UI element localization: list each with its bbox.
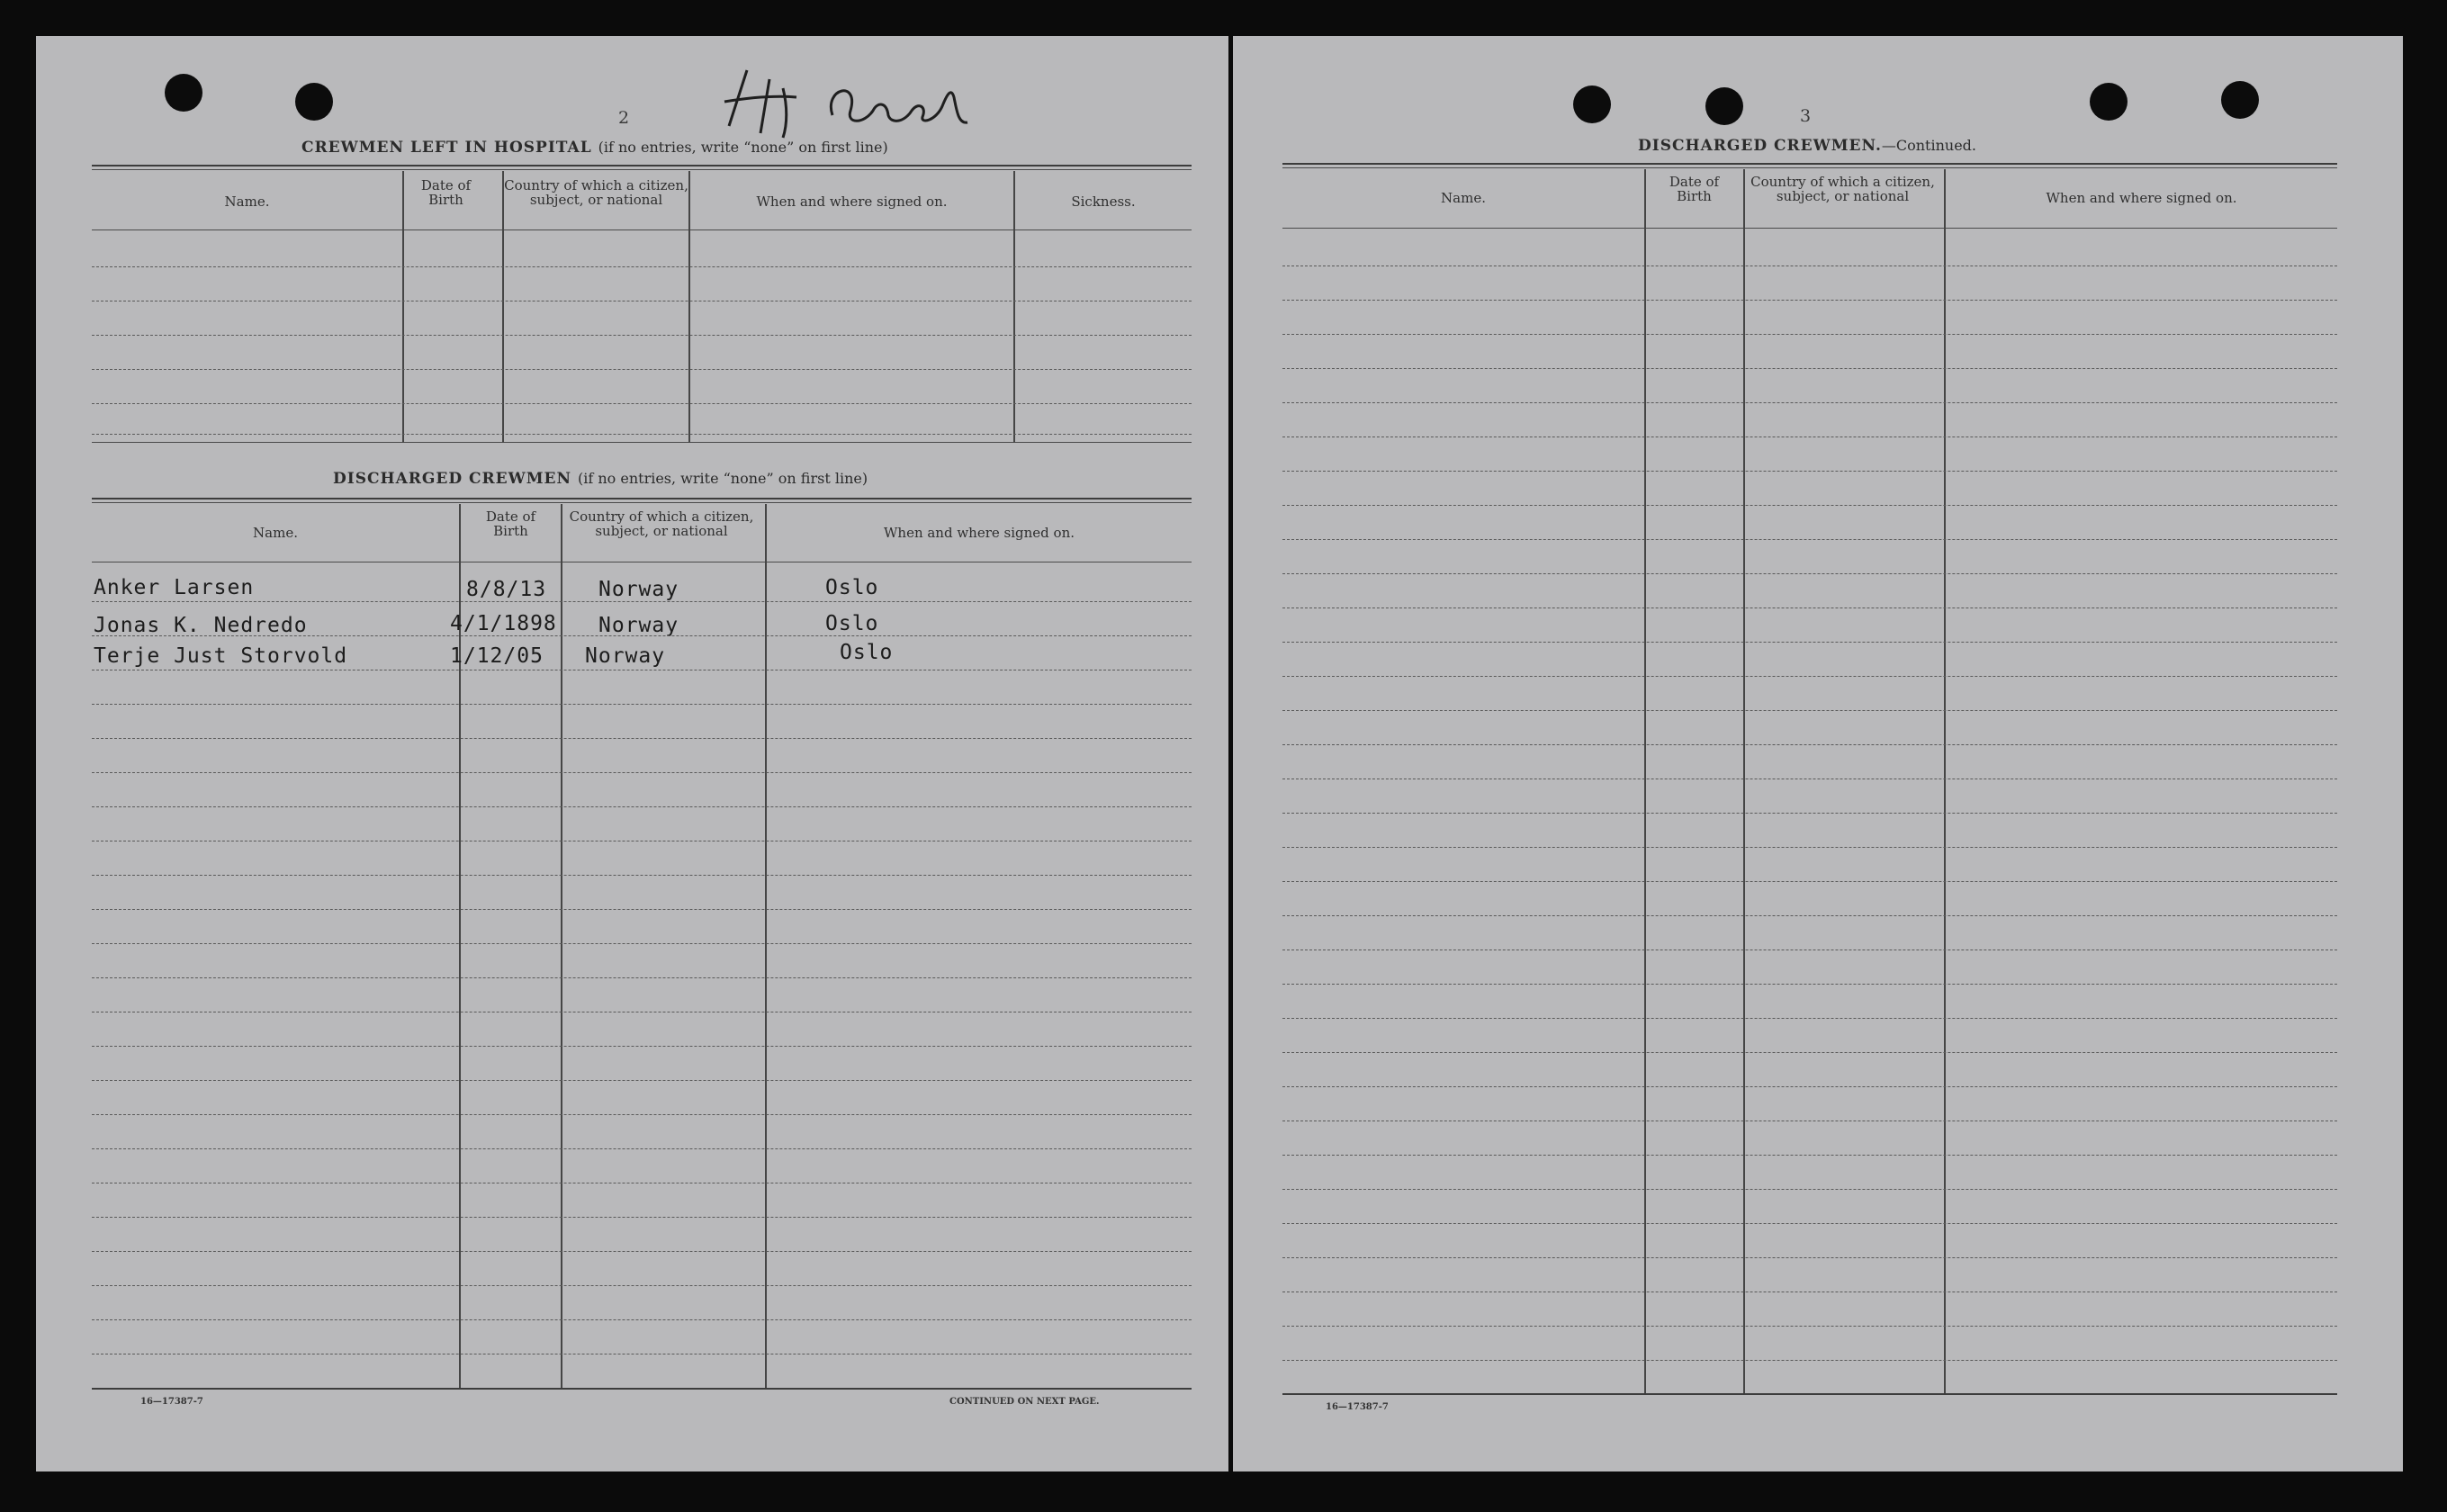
table-top-rule: [1282, 167, 2337, 168]
table-row-dob: 4/1/1898: [450, 612, 557, 635]
entry-line: [1282, 1257, 2337, 1258]
column-header-signed-on: When and where signed on.: [756, 194, 948, 210]
entry-line: [1282, 436, 2337, 437]
column-header-name: Name.: [253, 525, 298, 541]
column-header-dob: Date of Birth: [420, 177, 472, 208]
table-row-dob: 8/8/13: [466, 578, 547, 601]
entry-line: [92, 1148, 1192, 1149]
handwritten-signature: [697, 61, 985, 147]
entry-line: [92, 1046, 1192, 1047]
entry-line: [1282, 813, 2337, 814]
hospital-title-note: (if no entries, write “none” on first line): [598, 139, 888, 156]
table-bottom-rule: [92, 1388, 1192, 1390]
punch-hole: [1573, 86, 1611, 123]
hospital-section-title: [301, 139, 888, 157]
column-divider: [765, 504, 767, 1388]
column-header-country: Country of which a citizen, subject, or national: [569, 508, 754, 539]
header-bottom-rule: [1282, 228, 2337, 229]
entry-line: [1282, 676, 2337, 677]
entry-line: [92, 1285, 1192, 1286]
table-bottom-rule: [92, 442, 1192, 443]
entry-line: [92, 1080, 1192, 1081]
entry-line: [1282, 915, 2337, 916]
table-top-rule: [92, 165, 1192, 166]
entry-line: [92, 1217, 1192, 1218]
left-page: [36, 36, 1228, 1472]
entry-line: [92, 266, 1192, 267]
column-divider: [1944, 169, 1946, 1393]
entry-line: [1282, 368, 2337, 369]
entry-line: [92, 772, 1192, 773]
punch-hole: [2221, 81, 2259, 119]
entry-line: [92, 403, 1192, 404]
column-divider: [502, 171, 504, 443]
column-header-signed-on: When and where signed on.: [883, 525, 1075, 541]
entry-line: [1282, 1155, 2337, 1156]
punch-hole: [165, 74, 202, 112]
entry-line: [1282, 1120, 2337, 1121]
entry-line: [92, 943, 1192, 944]
column-divider: [1013, 171, 1015, 443]
entry-line: [1282, 847, 2337, 848]
table-row-signed-on: Oslo: [825, 612, 879, 635]
entry-line: [1282, 881, 2337, 882]
entry-line: [1282, 1360, 2337, 1361]
discharged-continued-suffix: —Continued.: [1881, 137, 1977, 154]
discharged-continued-title: [1638, 137, 1976, 155]
column-divider: [561, 504, 562, 1388]
discharged-section-title: [333, 470, 868, 488]
discharged-title-note: (if no entries, write “none” on first line): [577, 470, 868, 487]
discharged-title-text: DISCHARGED CREWMEN: [333, 470, 572, 488]
entry-line: [92, 806, 1192, 807]
entry-line: [92, 1251, 1192, 1252]
entry-line: [92, 635, 1192, 636]
entry-line: [1282, 984, 2337, 985]
column-divider: [1743, 169, 1745, 1393]
entry-line: [1282, 471, 2337, 472]
entry-line: [92, 875, 1192, 876]
column-divider: [459, 504, 461, 1388]
entry-line: [1282, 539, 2337, 540]
entry-line: [92, 369, 1192, 370]
entry-line: [1282, 642, 2337, 643]
column-header-name: Name.: [1441, 190, 1486, 206]
entry-line: [1282, 1052, 2337, 1053]
entry-line: [92, 1319, 1192, 1320]
column-header-signed-on: When and where signed on.: [2046, 190, 2237, 206]
table-top-rule: [92, 169, 1192, 170]
entry-line: [1282, 300, 2337, 301]
entry-line: [1282, 573, 2337, 574]
entry-line: [1282, 710, 2337, 711]
entry-line: [1282, 402, 2337, 403]
entry-line: [92, 841, 1192, 842]
entry-line: [92, 704, 1192, 705]
entry-line: [1282, 505, 2337, 506]
form-number: 16—17387-7: [1326, 1402, 1389, 1412]
column-header-sickness: Sickness.: [1071, 194, 1136, 210]
table-row-country: Norway: [598, 578, 679, 601]
table-top-rule: [92, 502, 1192, 503]
entry-line: [1282, 1326, 2337, 1327]
entry-line: [1282, 1086, 2337, 1087]
column-header-country: Country of which a citizen, subject, or national: [504, 177, 688, 208]
entry-line: [92, 977, 1192, 978]
right-page: [1233, 36, 2403, 1472]
table-row-dob: 1/12/05: [450, 644, 544, 668]
table-top-rule: [1282, 163, 2337, 165]
table-row-signed-on: Oslo: [825, 576, 879, 599]
entry-line: [92, 1114, 1192, 1115]
column-header-dob: Date of Birth: [1669, 174, 1720, 204]
entry-line: [92, 1183, 1192, 1184]
table-row-signed-on: Oslo: [840, 641, 894, 664]
punch-hole: [1705, 87, 1743, 125]
entry-line: [92, 738, 1192, 739]
entry-line: [1282, 1189, 2337, 1190]
table-bottom-rule: [1282, 1393, 2337, 1395]
table-row-name: Anker Larsen: [94, 576, 255, 599]
page-number: 2: [618, 108, 630, 128]
entry-line: [92, 601, 1192, 602]
entry-line: [1282, 1223, 2337, 1224]
column-divider: [688, 171, 690, 443]
entry-line: [1282, 778, 2337, 779]
table-top-rule: [92, 498, 1192, 500]
entry-line: [1282, 334, 2337, 335]
table-row-name: Jonas K. Nedredo: [94, 614, 308, 637]
entry-line: [92, 909, 1192, 910]
entry-line: [1282, 1018, 2337, 1019]
discharged-continued-title-text: DISCHARGED CREWMEN.: [1638, 137, 1882, 155]
entry-line: [92, 434, 1192, 435]
table-row-country: Norway: [598, 614, 679, 637]
page-number: 3: [1800, 106, 1812, 126]
column-header-country: Country of which a citizen, subject, or national: [1750, 174, 1935, 204]
column-header-name: Name.: [224, 194, 270, 210]
column-header-dob: Date of Birth: [485, 508, 536, 539]
hospital-title-text: CREWMEN LEFT IN HOSPITAL: [301, 139, 592, 157]
table-row-name: Terje Just Storvold: [94, 644, 348, 668]
entry-line: [92, 335, 1192, 336]
form-number: 16—17387-7: [140, 1397, 203, 1407]
punch-hole: [2090, 83, 2128, 121]
continued-note: CONTINUED ON NEXT PAGE.: [949, 1397, 1100, 1407]
entry-line: [92, 301, 1192, 302]
punch-hole: [295, 83, 333, 121]
column-divider: [1644, 169, 1646, 1393]
column-divider: [402, 171, 404, 443]
entry-line: [1282, 744, 2337, 745]
table-row-country: Norway: [585, 644, 666, 668]
